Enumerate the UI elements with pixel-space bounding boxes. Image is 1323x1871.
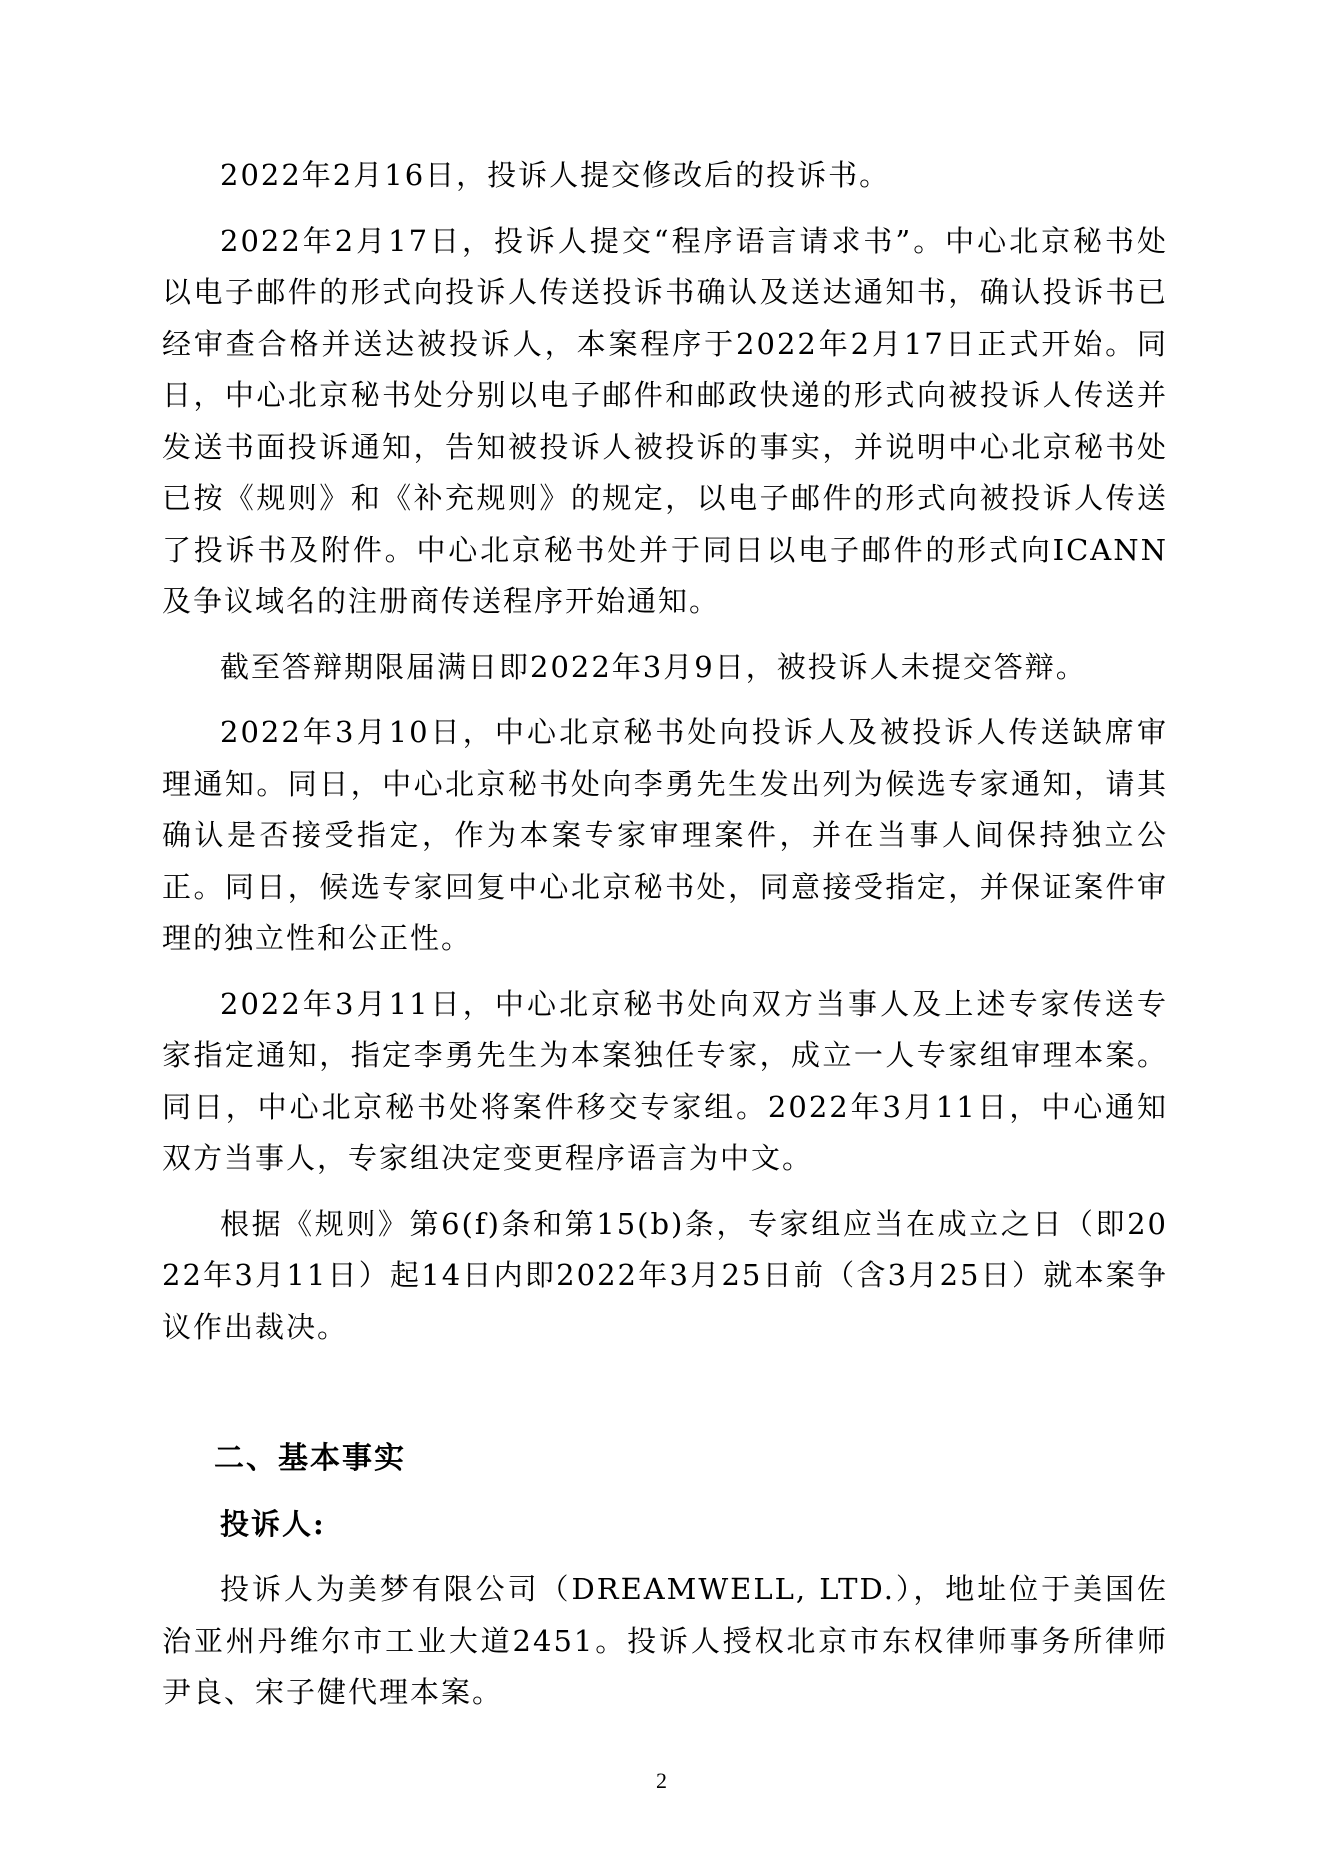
document-body (162, 150, 1168, 1733)
paragraph-complainant: 投诉人为美梦有限公司（DREAMWELL, LTD.），地址位于美国佐治亚州丹维尔市工业大道2451。投诉人授权北京市东权律师事务所律师尹良、宋子健代理本案。 (162, 1572, 1168, 1709)
paragraph-feb17: 2022年2月17日，投诉人提交“程序语言请求书”。中心北京秘书处以电子邮件的形式向投诉人传送投诉书确认及送达通知书，确认投诉书已经审查合格并送达被投诉人，本案程序于2022年2月17日正式开始。同日，中心北京秘书处分别以电子邮件和邮政快递的形式向被投诉人传送并发送书面投诉通知，告知被投诉人被投诉的事实，并说明中心北京秘书处已按《规则》和《补充规则》的规定，以电子邮件的形式向被投诉人传送了投诉书及附件。中心北京秘书处并于同日以电子邮件的形式向ICANN及争议域名的注册商传送程序开始通知。 (162, 223, 1168, 618)
section-heading: 二、基本事实 (214, 1441, 406, 1476)
page-number: 2 (656, 1768, 667, 1793)
paragraph-mar11: 2022年3月11日，中心北京秘书处向双方当事人及上述专家传送专家指定通知，指定李勇先生为本案独任专家，成立一人专家组审理本案。同日，中心北京秘书处将案件移交专家组。2022年3月11日，中心通知双方当事人，专家组决定变更程序语言为中文。 (162, 986, 1168, 1175)
paragraph-feb16: 2022年2月16日，投诉人提交修改后的投诉书。 (220, 158, 891, 192)
paragraph-response-deadline: 截至答辩期限届满日即2022年3月9日，被投诉人未提交答辩。 (220, 649, 1087, 684)
paragraph-mar10: 2022年3月10日，中心北京秘书处向投诉人及被投诉人传送缺席审理通知。同日，中心北京秘书处向李勇先生发出列为候选专家通知，请其确认是否接受指定，作为本案专家审理案件，并在当事人间保持独立公正。同日，候选专家回复中心北京秘书处，同意接受指定，并保证案件审理的独立性和公正性。 (162, 715, 1168, 955)
paragraph-decision-deadline: 根据《规则》第6(f)条和第15(b)条，专家组应当在成立之日（即2022年3月11日）起14日内即2022年3月25日前（含3月25日）就本案争议作出裁决。 (162, 1206, 1168, 1344)
complainant-subheading: 投诉人: (220, 1506, 326, 1541)
